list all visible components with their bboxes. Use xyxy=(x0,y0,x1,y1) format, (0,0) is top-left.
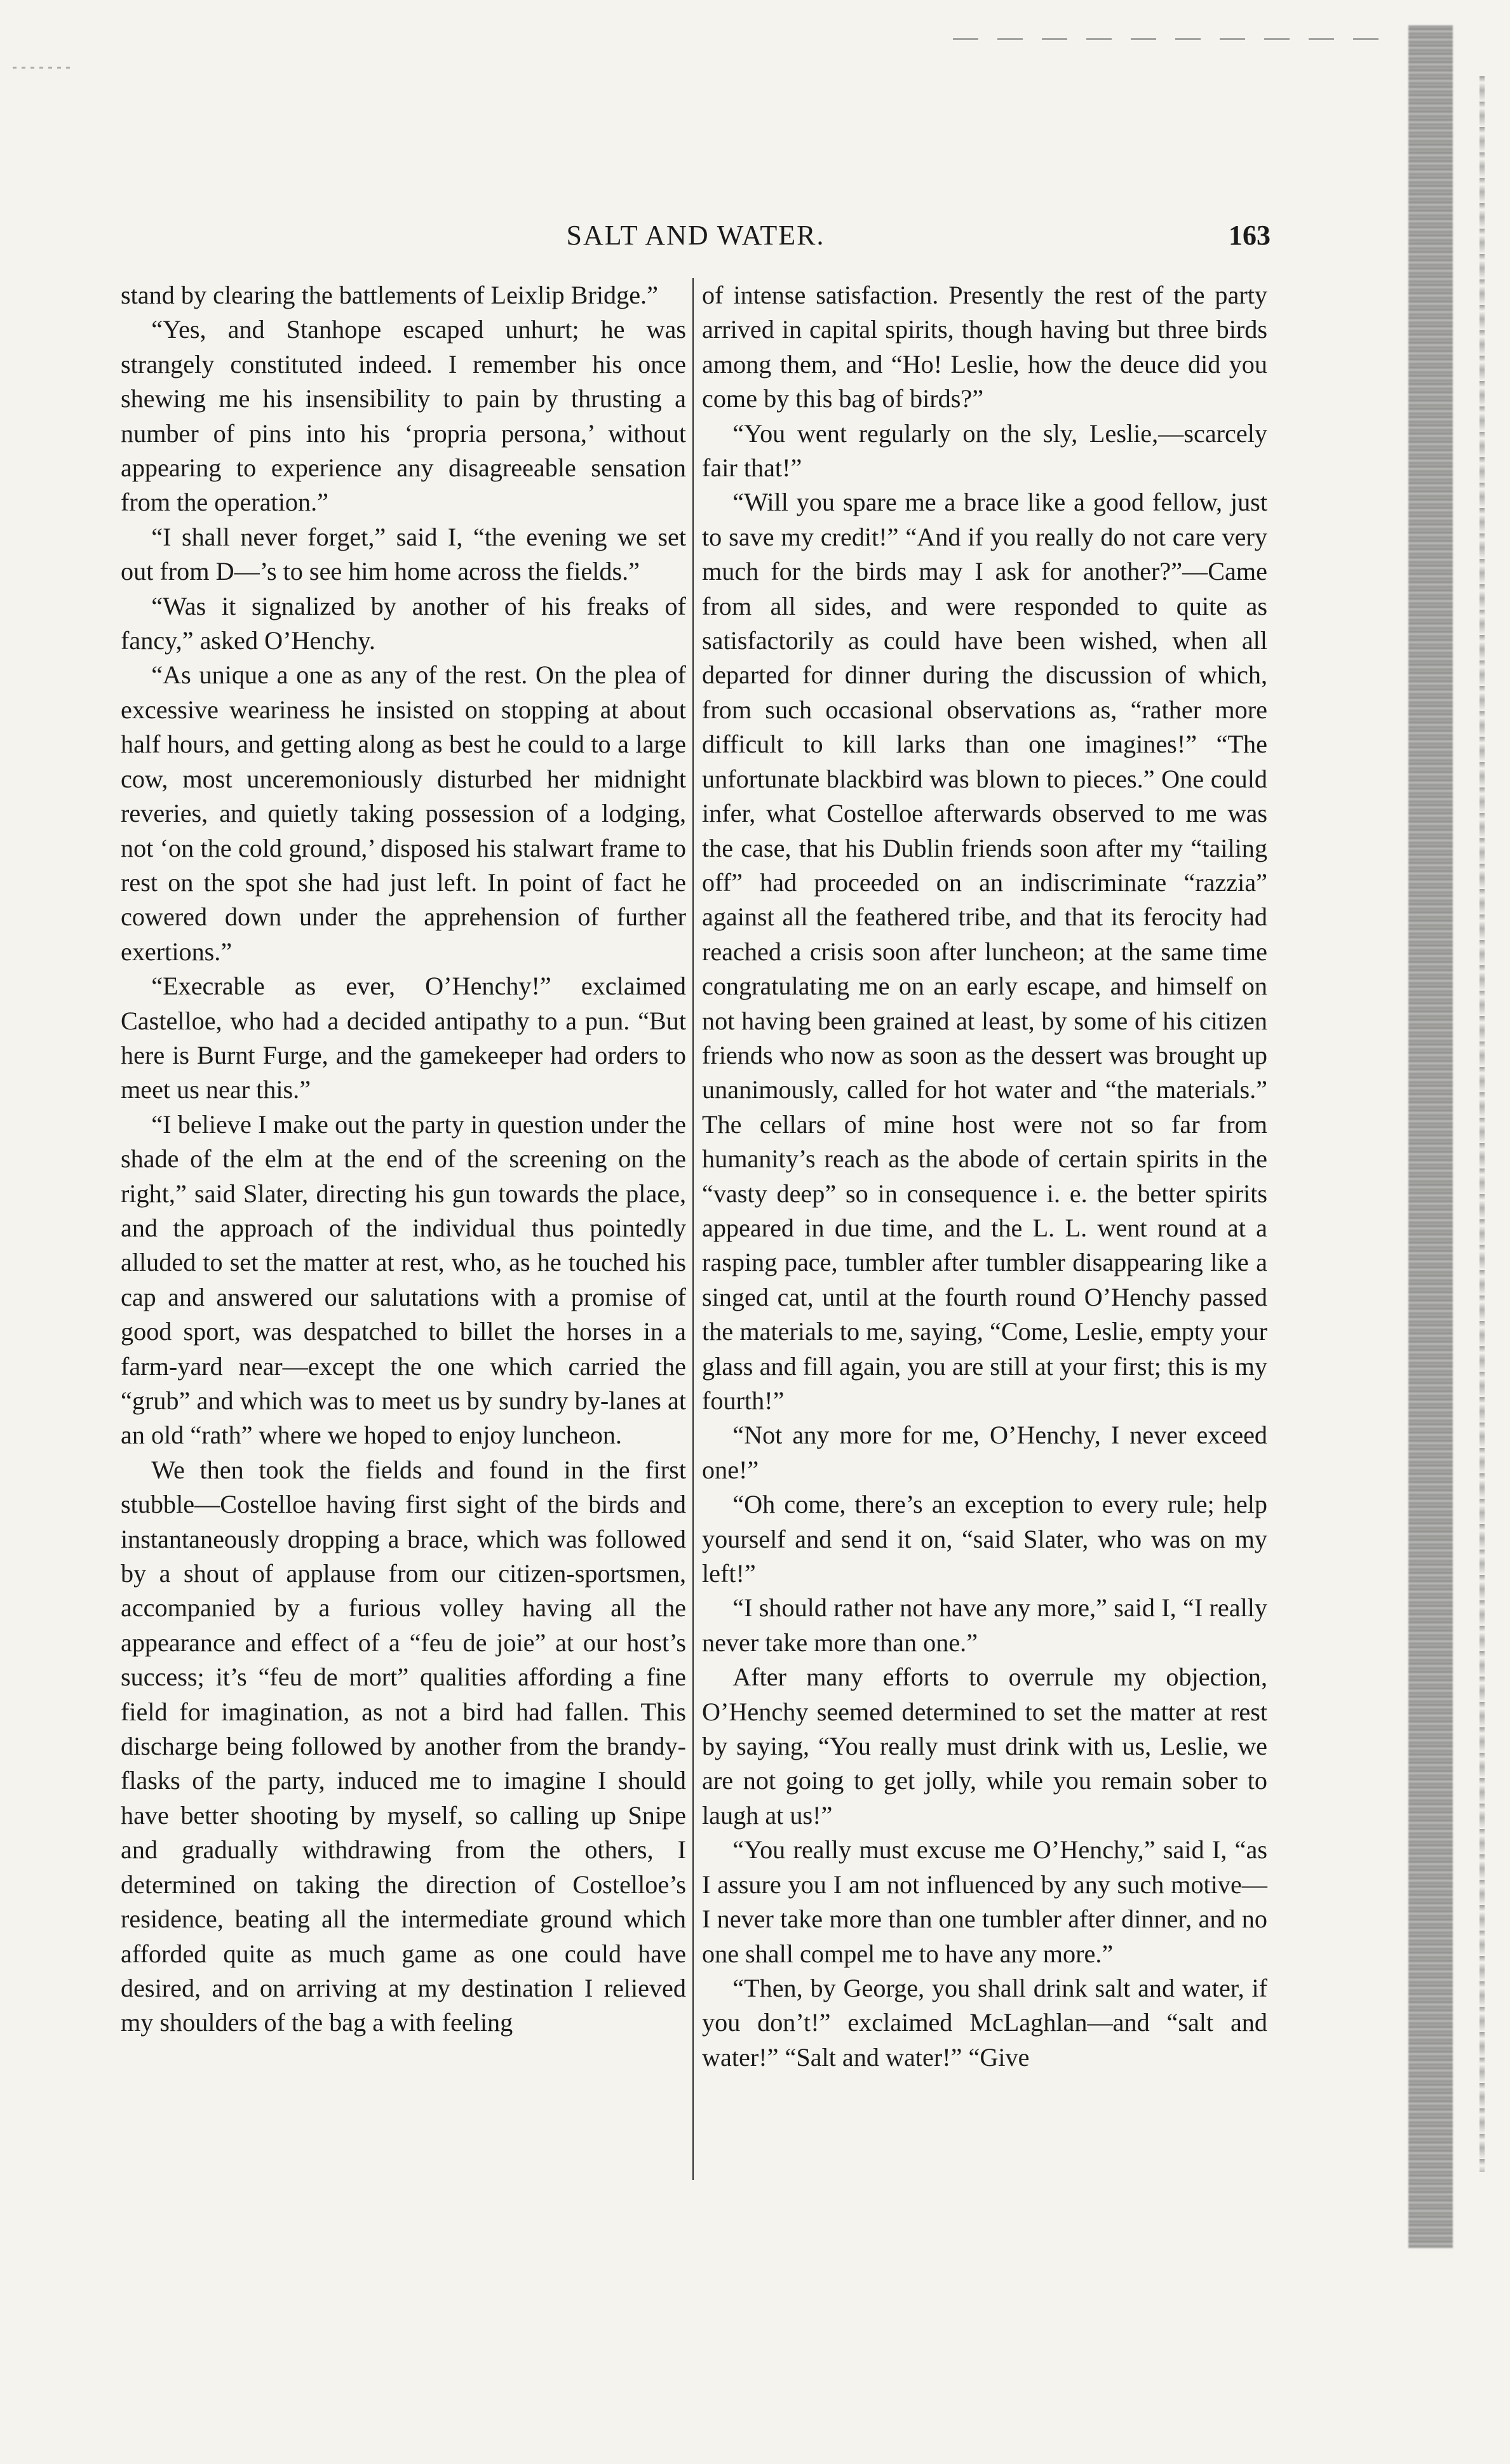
paragraph: “Yes, and Stanhope escaped unhurt; he was strangely constituted indeed. I remember his once shewing me his insensibility to pain by thrusting a number of pins into his ‘propria persona,’ without appearing to experience any disagreeable sensation from the operation.” xyxy=(121,315,686,517)
page-number: 163 xyxy=(1229,220,1271,251)
paragraph: of intense satisfaction. Presently the rest of the party arrived in capital spirits, though having but three birds among them, and “Ho! Leslie, how the deuce did you come by this bag of birds?” xyxy=(702,281,1267,413)
running-title: SALT AND WATER. xyxy=(566,220,825,251)
paragraph: “You went regularly on the sly, Leslie,—scarcely fair that!” xyxy=(702,418,1267,483)
paragraph: “I shall never forget,” said I, “the evening we set out from D—’s to see him home across the fields.” xyxy=(121,522,686,586)
paragraph: “You really must excuse me O’Henchy,” said I, “as I assure you I am not influenced by any such motive—I never take more than one tumbler after dinner, and no one shall compel me to have any more.” xyxy=(702,1835,1267,1968)
scan-top-artifact xyxy=(953,38,1398,40)
page-header xyxy=(121,219,1271,257)
paragraph: “I believe I make out the party in question under the shade of the elm at the end of the screening on the right,” said Slater, directing his gun towards the place, and the approach of the individual thus pointedly alluded to set the matter at rest, who, as he touched his cap and answered our salutations with a promise of good sport, was despatched to billet the horses in a farm-yard near—except the one which carried the “grub” and which was to meet us by sundry by-lanes at an old “rath” where we hoped to enjoy luncheon. xyxy=(121,1109,686,1450)
paragraph: We then took the fields and found in the first stubble—Costelloe having first sight of the birds and instantaneously dropping a brace, which was followed by a shout of applause from our citizen-sportsmen, accompanied by a furious volley having all the appearance and effect of a “feu de joie” at our host’s success; it’s “feu de mort” qualities affording a fine field for imagination, as not a bird had fallen. This discharge being followed by another from the brandy-flasks of the party, induced me to imagine I should have better shooting by myself, so calling up Snipe and gradually withdrawing from the others, I determined on taking the direction of Costelloe’s residence, beating all the intermediate ground which afforded quite as much game as one could have desired, and on arriving at my destination I relieved my shoulders of the bag a with feeling xyxy=(121,1455,686,2037)
paragraph: “Was it signalized by another of his freaks of fancy,” asked O’Henchy. xyxy=(121,591,686,655)
paragraph: “Not any more for me, O’Henchy, I never exceed one!” xyxy=(702,1421,1267,1484)
right-column xyxy=(702,278,1267,2075)
scan-edge-shadow xyxy=(1408,25,1453,2248)
scan-edge-streak xyxy=(1480,76,1485,2172)
paragraph: “Then, by George, you shall drink salt and water, if you don’t!” exclaimed McLaghlan—and “salt and water!” “Salt and water!” “Give xyxy=(702,1973,1267,2072)
paragraph: After many efforts to overrule my objection, O’Henchy seemed determined to set the matter at rest by saying, “You really must drink with us, Leslie, we are not going to get jolly, while you remain sober to laugh at us!” xyxy=(702,1663,1267,1830)
paragraph: “As unique a one as any of the rest. On the plea of excessive weariness he insisted on stopping at about half hours, and getting along as best he could to a large cow, most unceremoniously disturbed her midnight reveries, and quietly taking possession of a lodging, not ‘on the cold ground,’ disposed his stalwart frame to rest on the spot she had just left. In point of fact he cowered down under the apprehension of further exertions.” xyxy=(121,660,686,966)
text-columns xyxy=(121,278,1267,2183)
column-divider xyxy=(692,278,694,2180)
paragraph: “Execrable as ever, O’Henchy!” exclaimed Castelloe, who had a decided antipathy to a pun. “But here is Burnt Furge, and the gamekeeper had orders to meet us near this.” xyxy=(121,972,686,1104)
paragraph: “Oh come, there’s an exception to every rule; help yourself and send it on, “said Slater, who was on my left!” xyxy=(702,1490,1267,1588)
left-column xyxy=(121,278,686,2040)
scan-topleft-artifact xyxy=(13,67,70,69)
paragraph: “I should rather not have any more,” said I, “I really never take more than one.” xyxy=(702,1593,1267,1657)
paragraph: “Will you spare me a brace like a good fellow, just to save my credit!” “And if you really do not care very much for the birds may I ask for another?”—Came from all sides, and were responded to quite as satisfactorily as could have been wished, when all departed for dinner during the discussion of which, from such occasional observations as, “rather more difficult to kill larks than one imagines!” “The unfortunate blackbird was blown to pieces.” One could infer, what Costelloe afterwards observed to me was the case, that his Dublin friends soon after my “tailing off” had proceeded on an indiscriminate “razzia” against all the feathered tribe, and that its ferocity had reached a crisis soon after luncheon; at the same time congratulating me on an early escape, and himself on not having been grained at least, by some of his citizen friends who now as soon as the dessert was brought up unanimously, called for hot water and “the materials.” The cellars of mine host were not so far from humanity’s reach as the abode of certain spirits in the “vasty deep” so in consequence i. e. the better spirits appeared in due time, and the L. L. went round at a rasping pace, tumbler after tumbler disappearing like a singed cat, until at the fourth round O’Henchy passed the materials to me, saying, “Come, Leslie, empty your glass and fill again, you are still at your first; this is my fourth!” xyxy=(702,488,1267,1415)
paragraph: stand by clearing the battlements of Leixlip Bridge.” xyxy=(121,281,658,309)
